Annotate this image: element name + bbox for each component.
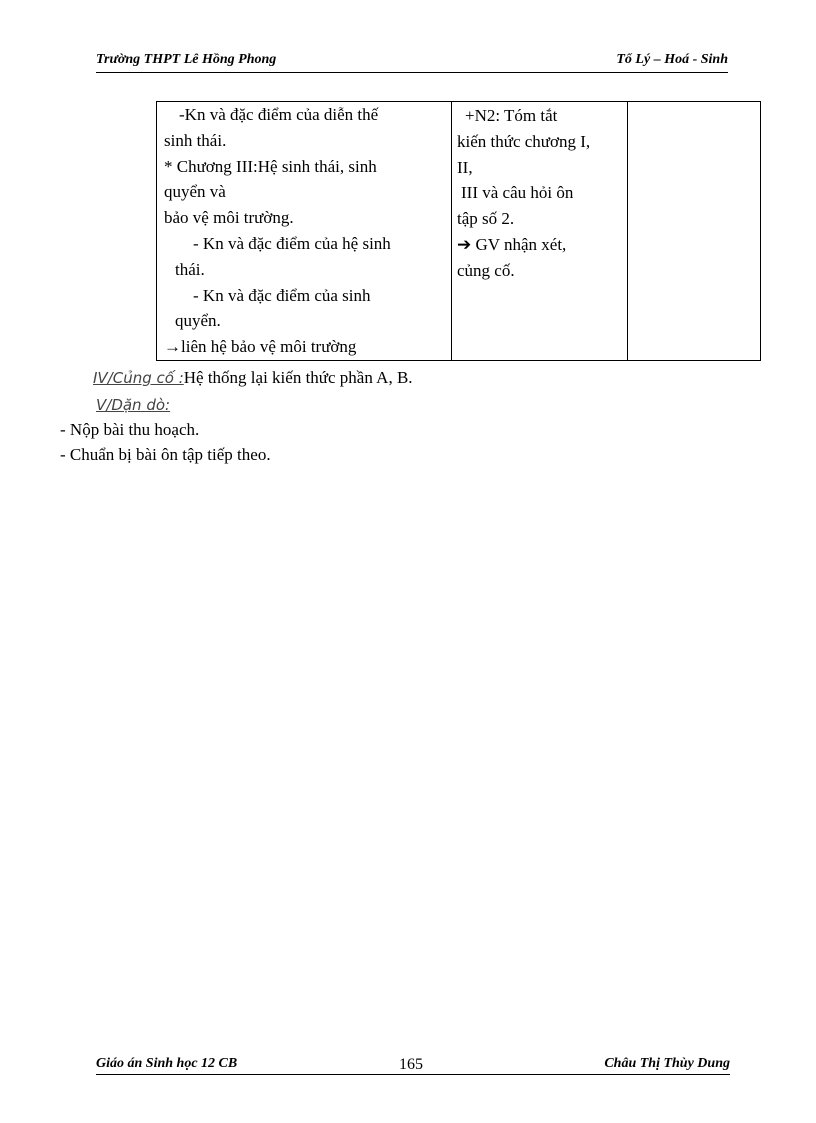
page-header: [96, 52, 728, 73]
text-line: quyển và: [164, 182, 226, 202]
text-line: -Kn và đặc điểm của diễn thế: [179, 105, 379, 124]
text-line: III và câu hỏi ôn: [461, 183, 574, 203]
text-line: quyển.: [175, 311, 221, 331]
page-footer: [96, 1054, 730, 1075]
homework-item: - Chuẩn bị bài ôn tập tiếp theo.: [60, 445, 271, 464]
text-line: kiến thức chương I,: [457, 131, 591, 151]
table-row: [157, 102, 761, 361]
consolidation-label: IV/Củng cố :: [93, 369, 184, 387]
lesson-table: [156, 101, 761, 361]
table-cell-content: [157, 102, 452, 361]
text-line: II,: [457, 157, 473, 177]
homework-label: V/Dặn dò:: [96, 396, 171, 414]
table-cell-activity: [452, 102, 628, 361]
text-line: +N2: Tóm tắt: [465, 106, 558, 125]
page-number: 165: [399, 1056, 423, 1073]
footer-title: Giáo án Sinh học 12 CB: [96, 1056, 238, 1071]
homework-heading: [96, 394, 170, 416]
consolidation-line: [93, 367, 413, 389]
text-line: tập số 2.: [457, 209, 515, 229]
text-line: sinh thái.: [164, 130, 227, 150]
text-line: thái.: [175, 259, 205, 279]
text-line: bảo vệ môi trường.: [164, 208, 294, 228]
consolidation-text: Hệ thống lại kiến thức phần A, B.: [183, 368, 413, 387]
text-line: củng cố.: [457, 260, 515, 280]
header-school: Trường THPT Lê Hồng Phong: [96, 52, 277, 67]
text-line: ➔ GV nhận xét,: [457, 234, 567, 254]
text-line: →liên hệ bảo vệ môi trường: [164, 337, 357, 357]
table-cell-notes: [628, 102, 761, 361]
homework-item: - Nộp bài thu hoạch.: [60, 420, 200, 439]
text-line: - Kn và đặc điểm của hệ sinh: [193, 233, 391, 253]
footer-author: Châu Thị Thùy Dung: [604, 1056, 730, 1071]
header-department: Tổ Lý – Hoá - Sinh: [616, 52, 728, 67]
text-line: - Kn và đặc điểm của sinh: [193, 285, 371, 305]
text-line: * Chương III:Hệ sinh thái, sinh: [164, 156, 377, 176]
